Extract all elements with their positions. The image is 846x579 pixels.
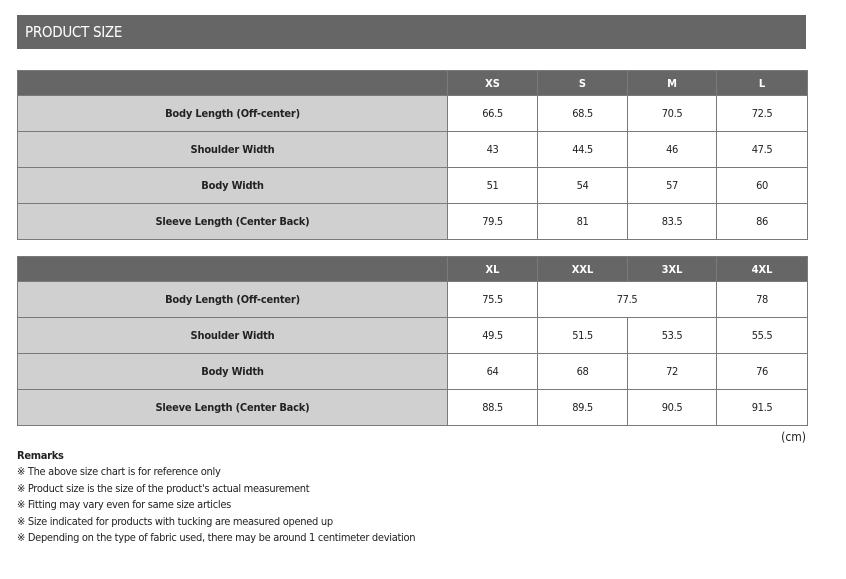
table-row xyxy=(18,354,808,390)
row-label: Body Width xyxy=(18,354,448,390)
header-blank-cell xyxy=(18,257,448,282)
measurement-cell-merged: 77.5 xyxy=(538,282,717,318)
unit-label: (cm) xyxy=(781,430,806,444)
size-header: M xyxy=(628,71,717,96)
row-label: Body Width xyxy=(18,168,448,204)
page-title: PRODUCT SIZE xyxy=(25,23,123,41)
measurement-cell: 72 xyxy=(628,354,717,390)
size-header-row xyxy=(18,71,808,96)
measurement-cell: 76 xyxy=(717,354,808,390)
row-label: Body Length (Off-center) xyxy=(18,282,448,318)
measurement-cell: 51 xyxy=(448,168,538,204)
table-row xyxy=(18,96,808,132)
table-row xyxy=(18,282,808,318)
size-header: L xyxy=(717,71,808,96)
measurement-cell: 90.5 xyxy=(628,390,717,426)
measurement-cell: 44.5 xyxy=(538,132,628,168)
row-label: Sleeve Length (Center Back) xyxy=(18,390,448,426)
table-row xyxy=(18,132,808,168)
remark-item: ※ The above size chart is for reference only xyxy=(17,465,221,478)
header-blank-cell xyxy=(18,71,448,96)
measurement-cell: 70.5 xyxy=(628,96,717,132)
measurement-cell: 49.5 xyxy=(448,318,538,354)
measurement-cell: 54 xyxy=(538,168,628,204)
size-header: 3XL xyxy=(628,257,717,282)
size-header: XS xyxy=(448,71,538,96)
measurement-cell: 91.5 xyxy=(717,390,808,426)
size-header: XL xyxy=(448,257,538,282)
measurement-cell: 81 xyxy=(538,204,628,240)
measurement-cell: 43 xyxy=(448,132,538,168)
measurement-cell: 89.5 xyxy=(538,390,628,426)
remark-item: ※ Size indicated for products with tucking are measured opened up xyxy=(17,514,333,528)
row-label: Shoulder Width xyxy=(18,318,448,354)
measurement-cell: 88.5 xyxy=(448,390,538,426)
row-label: Shoulder Width xyxy=(18,132,448,168)
measurement-cell: 64 xyxy=(448,354,538,390)
measurement-cell: 68.5 xyxy=(538,96,628,132)
table-row xyxy=(18,204,808,240)
measurement-cell: 83.5 xyxy=(628,204,717,240)
remark-item: ※ Fitting may vary even for same size articles xyxy=(17,498,231,512)
measurement-cell: 78 xyxy=(717,282,808,318)
measurement-cell: 55.5 xyxy=(717,318,808,354)
size-header: S xyxy=(538,71,628,96)
table-row xyxy=(18,390,808,426)
remark-item: ※ Depending on the type of fabric used, there may be around 1 centimeter deviation xyxy=(17,531,416,545)
measurement-cell: 79.5 xyxy=(448,204,538,240)
measurement-cell: 47.5 xyxy=(717,132,808,168)
measurement-cell: 68 xyxy=(538,354,628,390)
measurement-cell: 60 xyxy=(717,168,808,204)
row-label: Body Length (Off-center) xyxy=(18,96,448,132)
measurement-cell: 72.5 xyxy=(717,96,808,132)
size-header-row xyxy=(18,257,808,282)
size-table-1 xyxy=(17,70,808,240)
measurement-cell: 75.5 xyxy=(448,282,538,318)
size-header: XXL xyxy=(538,257,628,282)
measurement-cell: 46 xyxy=(628,132,717,168)
measurement-cell: 57 xyxy=(628,168,717,204)
measurement-cell: 53.5 xyxy=(628,318,717,354)
remarks-title: Remarks xyxy=(17,449,64,462)
remarks-section xyxy=(17,448,415,547)
size-header: 4XL xyxy=(717,257,808,282)
measurement-cell: 66.5 xyxy=(448,96,538,132)
row-label: Sleeve Length (Center Back) xyxy=(18,204,448,240)
measurement-cell: 86 xyxy=(717,204,808,240)
remark-item: ※ Product size is the size of the product's actual measurement xyxy=(17,481,310,495)
table-row xyxy=(18,318,808,354)
table-row xyxy=(18,168,808,204)
size-table-2 xyxy=(17,256,808,426)
page-title-bar xyxy=(17,15,806,49)
measurement-cell: 51.5 xyxy=(538,318,628,354)
